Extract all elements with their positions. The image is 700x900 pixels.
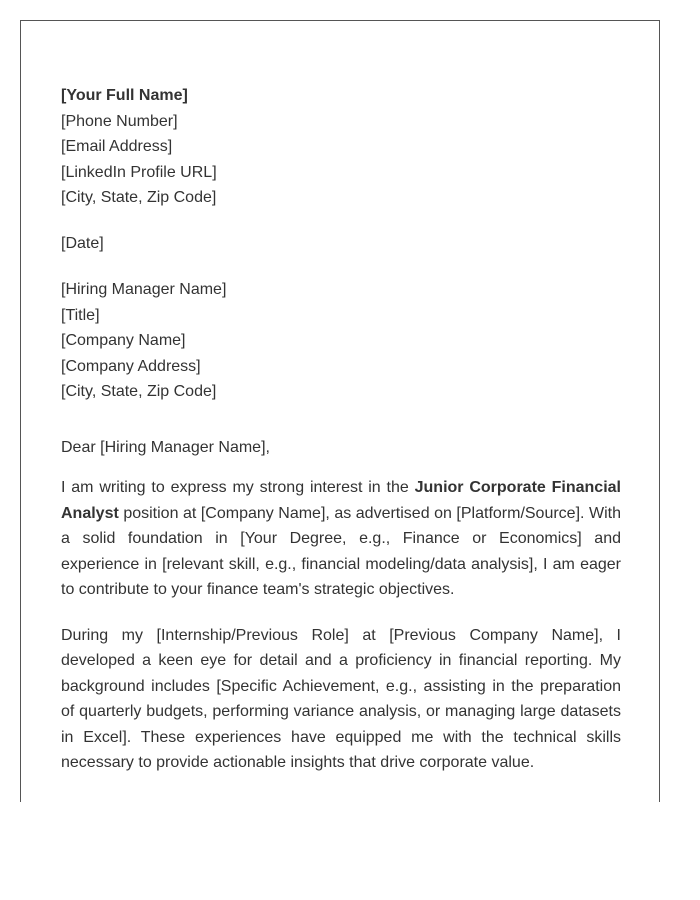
letter-content [61, 83, 621, 796]
body-paragraph-1 [61, 475, 621, 603]
sender-name: [Your Full Name] [61, 87, 188, 104]
salutation: Dear [Hiring Manager Name], [61, 438, 270, 456]
letter-page [20, 20, 660, 802]
sender-block [61, 83, 621, 211]
sender-city-state-zip: [City, State, Zip Code] [61, 189, 217, 206]
date-block [61, 231, 621, 257]
sender-email: [Email Address] [61, 138, 173, 155]
recipient-city-state-zip: [City, State, Zip Code] [61, 383, 217, 400]
sender-linkedin: [LinkedIn Profile URL] [61, 163, 217, 181]
recipient-company-address: [Company Address] [61, 357, 201, 375]
recipient-manager-name: [Hiring Manager Name] [61, 281, 227, 298]
sender-phone: [Phone Number] [61, 112, 178, 130]
paragraph-1-rest: position at [Company Name], as advertised on [Platform/Source]. With a solid foundation in [Your Degree, e.g., Finance or Economics] and experience in [relevant skill, e.g., financial modeling/data analysis], I am eager to contribute to your finance team's strategic objectives. [61, 504, 621, 598]
job-title-highlight: Junior Corporate Financial Analyst [61, 479, 621, 522]
recipient-title: [Title] [61, 306, 100, 324]
recipient-block [61, 277, 621, 405]
body-paragraph-2: During my [Internship/Previous Role] at [Previous Company Name], I developed a keen eye for detail and a proficiency in financial reporting. My background includes [Specific Achievement, e.g., assisting in the preparation of quarterly budgets, performing variance analysis, or managing large datasets in Excel]. These experiences have equipped me with the technical skills necessary to provide actionable insights that drive corporate value. [61, 626, 621, 771]
recipient-company-name: [Company Name] [61, 332, 186, 349]
paragraph-1-intro: I am writing to express my strong interest in the [61, 479, 415, 496]
letter-date: [Date] [61, 235, 104, 252]
